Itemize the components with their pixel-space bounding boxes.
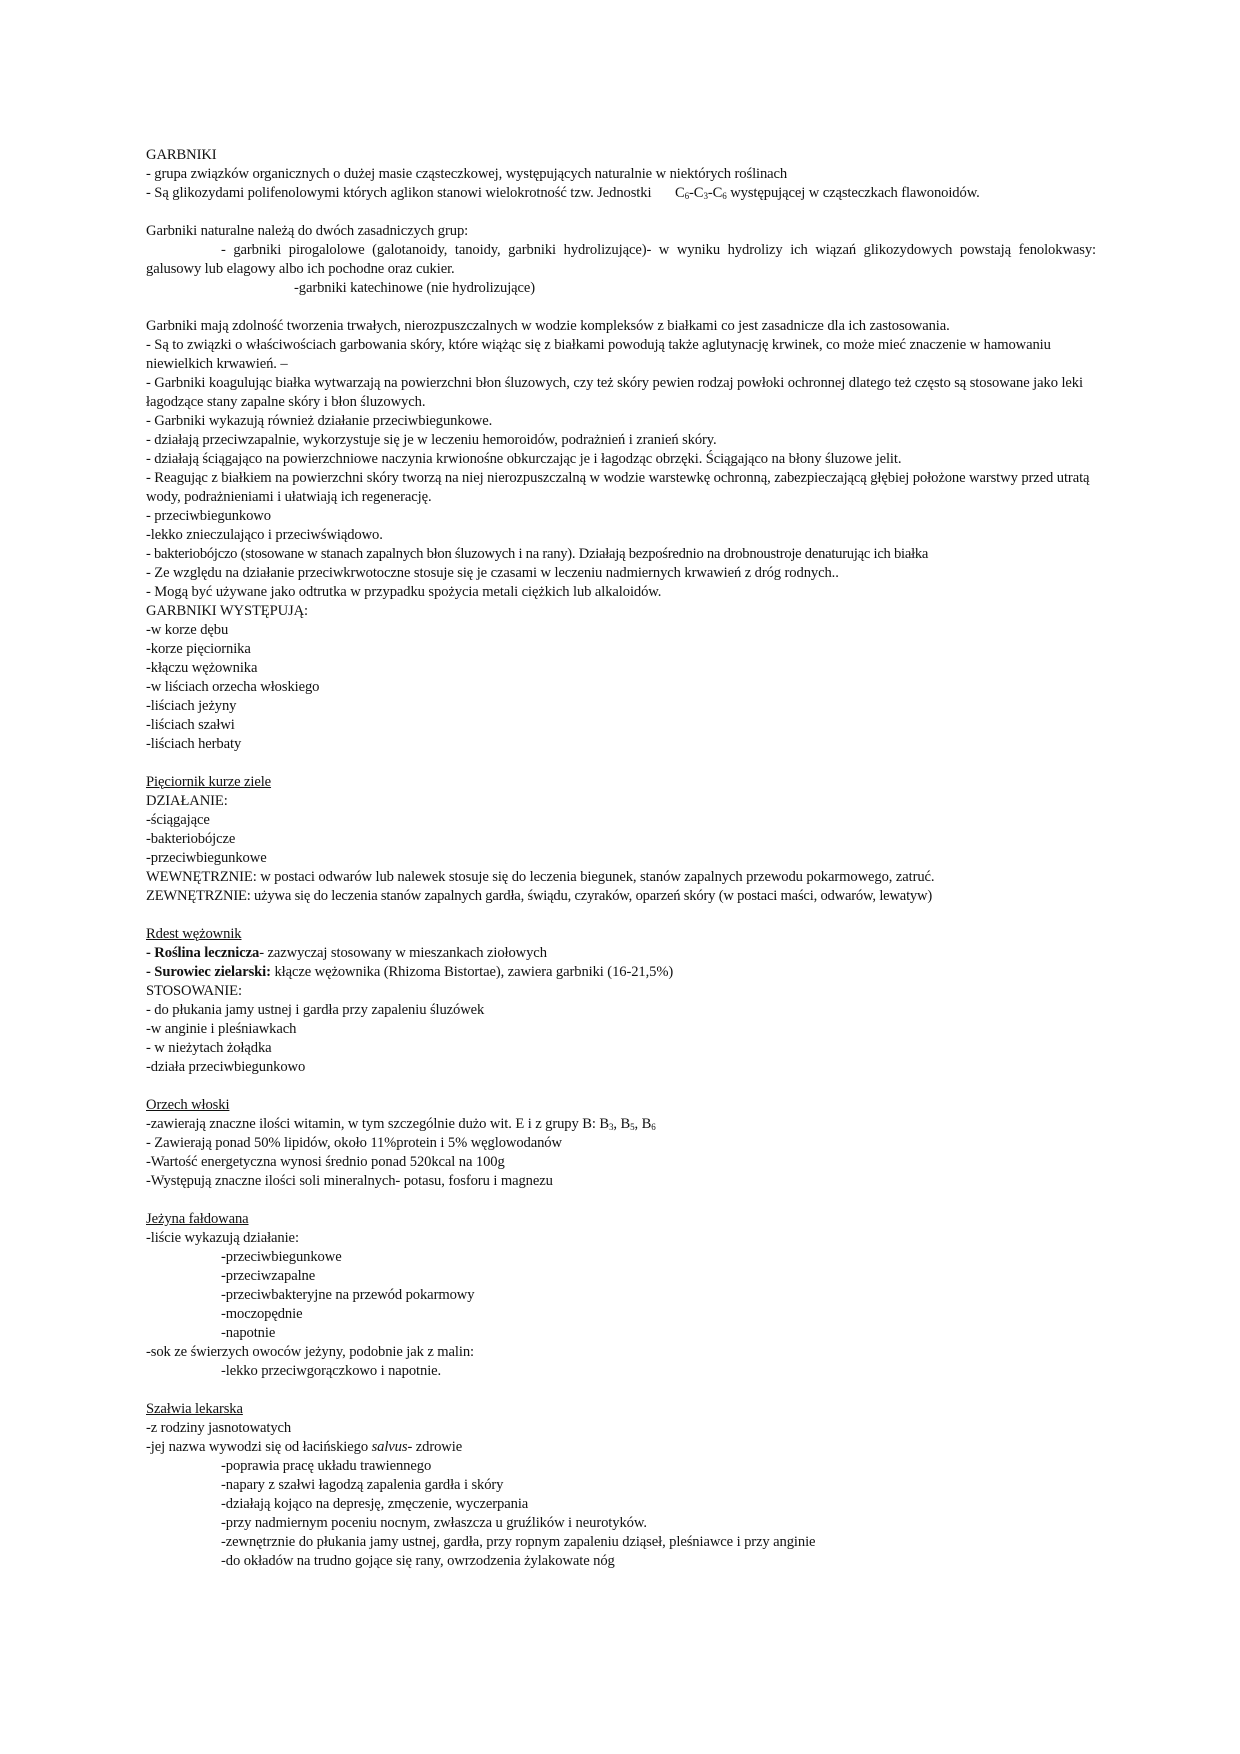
- paragraph: -Wartość energetyczna wynosi średnio ponad 520kcal na 100g: [146, 1154, 505, 1170]
- section-title: Orzech włoski: [146, 1097, 230, 1113]
- section-title: Jeżyna fałdowana: [146, 1211, 249, 1227]
- section-heading: DZIAŁANIE:: [146, 793, 228, 809]
- list-item: -przeciwbiegunkowe: [146, 850, 267, 866]
- paragraph: -Występują znaczne ilości soli mineralnych- potasu, fosforu i magnezu: [146, 1173, 553, 1189]
- paragraph: - grupa związków organicznych o dużej masie cząsteczkowej, występujących naturalnie w niektórych roślinach: [146, 166, 788, 182]
- list-item: -zewnętrznie do płukania jamy ustnej, gardła, przy ropnym zapaleniu dziąseł, pleśniawce i przy anginie: [221, 1534, 816, 1550]
- list-item: - do płukania jamy ustnej i gardła przy zapaleniu śluzówek: [146, 1002, 485, 1018]
- paragraph: - Zawierają ponad 50% lipidów, około 11%protein i 5% węglowodanów: [146, 1135, 562, 1151]
- paragraph: ZEWNĘTRZNIE: używa się do leczenia stanów zapalnych gardła, świądu, czyraków, oparzeń skóry (w postaci maści, odwarów, lewatyw): [146, 888, 933, 904]
- list-item: -moczopędnie: [221, 1306, 303, 1322]
- paragraph: - Garbniki koagulując białka wytwarzają na powierzchni błon śluzowych, czy też skóry pewien rodzaj powłoki ochronnej dlatego też często są stosowane jako leki łagodzące stany zapalne skóry i błon śluzowych.: [146, 375, 1083, 410]
- formula: $C_6-C_3-C_6$: [674, 185, 727, 201]
- list-item: -lekko przeciwgorączkowo i napotnie.: [221, 1363, 442, 1379]
- paragraph: - działają ściągająco na powierzchniowe naczynia krwionośne obkurczając je i łagodząc obrzęki. Ściągająco na błony śluzowe jelit.: [146, 451, 902, 467]
- paragraph: - Ze względu na działanie przeciwkrwotoczne stosuje się je czasami w leczeniu nadmiernych krwawień z dróg rodnych..: [146, 565, 839, 581]
- list-item: -przeciwbakteryjne na przewód pokarmowy: [221, 1287, 475, 1303]
- document-page: [146, 146, 1096, 1571]
- paragraph: Garbniki naturalne należą do dwóch zasadniczych grup:: [146, 223, 469, 239]
- list-item: -kłączu wężownika: [146, 660, 258, 676]
- section-title: Pięciornik kurze ziele: [146, 774, 272, 790]
- doc-title: GARBNIKI: [146, 147, 217, 163]
- paragraph: -lekko znieczulająco i przeciwświądowo.: [146, 527, 383, 543]
- list-item: -napary z szałwi łagodzą zapalenia gardła i skóry: [221, 1477, 504, 1493]
- paragraph: -z rodziny jasnotowatych: [146, 1420, 292, 1436]
- list-item: -bakteriobójcze: [146, 831, 236, 847]
- paragraph: -sok ze świerzych owoców jeżyny, podobnie jak z malin:: [146, 1344, 474, 1360]
- list-item: -korze pięciornika: [146, 641, 251, 657]
- list-item: -w anginie i pleśniawkach: [146, 1021, 297, 1037]
- paragraph: - Surowiec zielarski: kłącze wężownika (Rhizoma Bistortae), zawiera garbniki (16-21,5%): [146, 964, 674, 980]
- list-item: -przeciwbiegunkowe: [221, 1249, 342, 1265]
- paragraph: - Są to związki o właściwościach garbowania skóry, które wiążąc się z białkami powodują także aglutynację krwinek, co może mieć znaczenie w hamowaniu niewielkich krwawień. –: [146, 337, 1051, 372]
- section-title: Szałwia lekarska: [146, 1401, 243, 1417]
- section-heading: STOSOWANIE:: [146, 983, 242, 999]
- paragraph: - Są glikozydami polifenolowymi których aglikon stanowi wielokrotność tzw. Jednostki $C_6-C_3-C_6$ występującej w cząsteczkach flawonoidów.: [146, 185, 980, 201]
- list-item: -przeciwzapalne: [221, 1268, 316, 1284]
- paragraph: Garbniki mają zdolność tworzenia trwałych, nierozpuszczalnych w wodzie kompleksów z białkami co jest zasadnicze dla ich zastosowania.: [146, 318, 950, 334]
- list-item: -poprawia pracę układu trawiennego: [221, 1458, 432, 1474]
- paragraph: -liście wykazują działanie:: [146, 1230, 299, 1246]
- list-item: -napotnie: [221, 1325, 276, 1341]
- paragraph: -zawierają znaczne ilości witamin, w tym szczególnie dużo wit. E i z grupy B: $B_3$, $B_5$, $B_6$: [146, 1116, 656, 1132]
- paragraph: - Roślina lecznicza- zazwyczaj stosowany w mieszankach ziołowych: [146, 945, 547, 961]
- list-item: -ściągające: [146, 812, 210, 828]
- list-item: -liściach herbaty: [146, 736, 242, 752]
- list-item: -liściach szałwi: [146, 717, 235, 733]
- list-item: - w nieżytach żołądka: [146, 1040, 272, 1056]
- list-item: -w liściach orzecha włoskiego: [146, 679, 320, 695]
- paragraph: - Garbniki wykazują również działanie przeciwbiegunkowe.: [146, 413, 493, 429]
- paragraph: WEWNĘTRZNIE: w postaci odwarów lub nalewek stosuje się do leczenia biegunek, stanów zapalnych przewodu pokarmowego, zatruć.: [146, 869, 935, 885]
- paragraph: - bakteriobójczo (stosowane w stanach zapalnych błon śluzowych i na rany). Działają bezpośrednio na drobnoustroje denaturując ich białka: [146, 546, 929, 562]
- paragraph: - Mogą być używane jako odtrutka w przypadku spożycia metali ciężkich lub alkaloidów.: [146, 584, 662, 600]
- list-item: -przy nadmiernym poceniu nocnym, zwłaszcza u gruźlików i neurotyków.: [221, 1515, 647, 1531]
- list-item: -do okładów na trudno gojące się rany, owrzodzenia żylakowate nóg: [221, 1553, 615, 1569]
- paragraph: - przeciwbiegunkowo: [146, 508, 271, 524]
- list-item: -działają kojąco na depresję, zmęczenie, wyczerpania: [221, 1496, 529, 1512]
- paragraph: -jej nazwa wywodzi się od łacińskiego salvus- zdrowie: [146, 1439, 463, 1455]
- list-item: - garbniki pirogalolowe (galotanoidy, tanoidy, garbniki hydrolizujące)- w wyniku hydrolizy ich wiązań glikozydowych powstają fenolokwasy: galusowy lub elagowy albo ich pochodne oraz cukier.: [146, 242, 1096, 277]
- section-heading: GARBNIKI WYSTĘPUJĄ:: [146, 603, 309, 619]
- paragraph: - Reagując z białkiem na powierzchni skóry tworzą na niej nierozpuszczalną w wodzie warstewkę ochronną, zabezpieczającą głębiej położone warstwy przed utratą wody, podrażnieniami i ułatwiają ich regenerację.: [146, 470, 1090, 505]
- list-item: -garbniki katechinowe (nie hydrolizujące): [294, 280, 536, 296]
- list-item: -w korze dębu: [146, 622, 229, 638]
- list-item: -działa przeciwbiegunkowo: [146, 1059, 306, 1075]
- section-title: Rdest wężownik: [146, 926, 242, 942]
- paragraph: - działają przeciwzapalnie, wykorzystuje się je w leczeniu hemoroidów, podrażnień i zranień skóry.: [146, 432, 717, 448]
- list-item: -liściach jeżyny: [146, 698, 237, 714]
